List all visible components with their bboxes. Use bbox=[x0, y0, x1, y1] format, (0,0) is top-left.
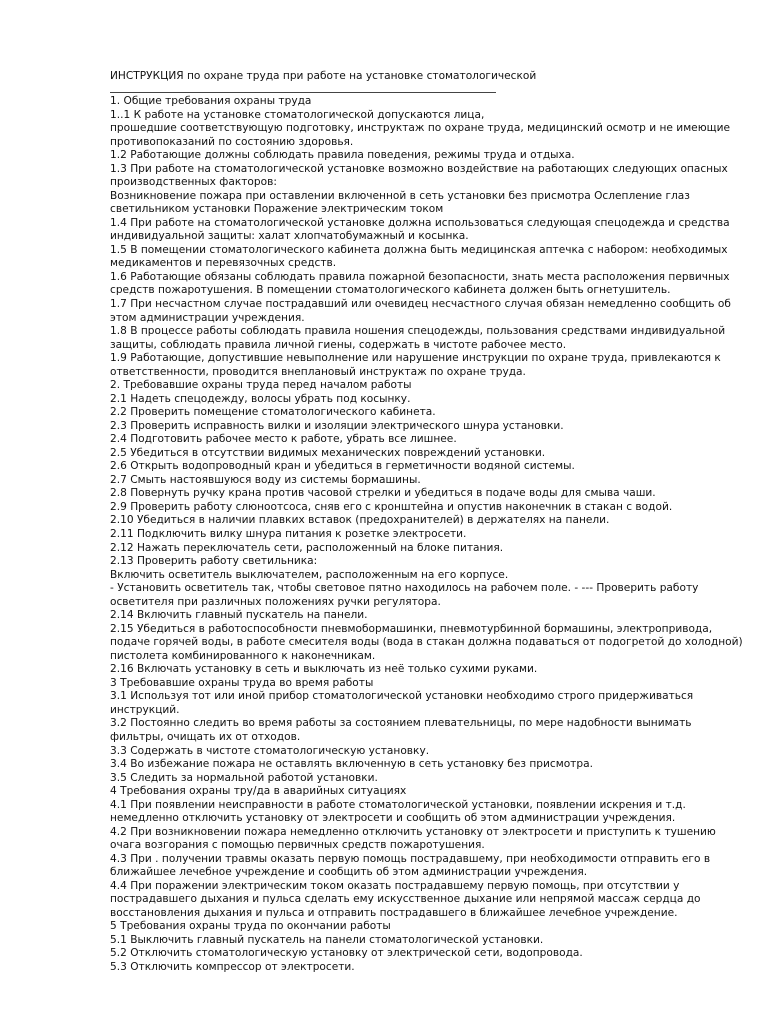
text-line: 2.2 Проверить помещение стоматологического кабинета. bbox=[110, 406, 436, 419]
text-line: 3.3 Содержать в чистоте стоматологическую установку. bbox=[110, 744, 430, 757]
text-line: 1.5 В помещении стоматологического кабинета должна быть медицинская аптечка с набором: необходимых bbox=[110, 243, 728, 256]
text-line: 4.3 При . получении травмы оказать первую помощь пострадавшему, при необходимости отправить его в bbox=[110, 852, 711, 865]
text-line: медикаментов и перевязочных средств. bbox=[110, 257, 337, 270]
text-line: 2.10 Убедиться в наличии плавких вставок (предохранителей) в держателях на панели. bbox=[110, 514, 610, 527]
text-line: - Установить осветитель так, чтобы световое пятно находилось на рабочем поле. - --- Проверить работу bbox=[110, 582, 699, 595]
text-line: осветителя при различных положениях ручки регулятора. bbox=[110, 595, 441, 608]
text-line: пистолета комбинированного к наконечникам. bbox=[110, 649, 376, 662]
document-body bbox=[110, 95, 743, 975]
title-underline bbox=[110, 92, 496, 93]
text-line: 4.4 При поражении электрическим током оказать пострадавшему первую помощь, при отсутствии у bbox=[110, 879, 680, 892]
text-line: 3 Требовавшие охраны труда во время работы bbox=[110, 676, 374, 689]
text-line: 1.6 Работающие обязаны соблюдать правила пожарной безопасности, знать места расположения первичных bbox=[110, 270, 730, 283]
text-line: 3.1 Используя тот или иной прибор стоматологической установки необходимо строго придерживаться bbox=[110, 690, 694, 703]
text-line: 5.1 Выключить главный пускатель на панели стоматологической установки. bbox=[110, 933, 544, 946]
text-line: 4.2 При возникновении пожара немедленно отключить установку от электросети и приступить к тушению bbox=[110, 825, 716, 838]
text-line: Возникновение пожара при оставлении включенной в сеть установки без присмотра Ослепление глаз bbox=[110, 189, 690, 202]
text-line: 2.14 Включить главный пускатель на панели. bbox=[110, 609, 368, 622]
text-line: светильником установки Поражение электрическим током bbox=[110, 203, 444, 216]
text-line: противопоказаний по состоянию здоровья. bbox=[110, 135, 354, 148]
text-line: 2.12 Нажать переключатель сети, расположенный на блоке питания. bbox=[110, 541, 504, 554]
text-line: 1.9 Работающие, допустившие невыполнение или нарушение инструкции по охране труда, привлекаются к bbox=[110, 352, 721, 365]
text-line: 2.13 Проверить работу светильника: bbox=[110, 555, 318, 568]
text-line: 2.1 Надеть спецодежду, волосы убрать под косынку. bbox=[110, 392, 411, 405]
text-line: 3.2 Постоянно следить во время работы за состоянием плевательницы, по мере надобности вынимать bbox=[110, 717, 692, 730]
text-line: 1.2 Работающие должны соблюдать правила поведения, режимы труда и отдыха. bbox=[110, 149, 575, 162]
text-line: 2.15 Убедиться в работоспособности пневмобормашинки, пневмотурбинной бормашины, электропривода, bbox=[110, 622, 713, 635]
text-line: очага возгорания с помощью первичных средств пожаротушения. bbox=[110, 839, 485, 852]
text-line: 2.8 Повернуть ручку крана против часовой стрелки и убедиться в подаче воды для смыва чаши. bbox=[110, 487, 656, 500]
text-line: восстановления дыхания и пульса и отправить пострадавшего в ближайшее лечебное учреждение. bbox=[110, 906, 678, 919]
text-line: 5 Требования охраны труда по окончании работы bbox=[110, 920, 391, 933]
text-line: 2.4 Подготовить рабочее место к работе, убрать все лишнее. bbox=[110, 433, 457, 446]
text-line: пострадавшего дыхания и пульса сделать ему искусственное дыхание или непрямой массаж сердца до bbox=[110, 893, 701, 906]
text-line: 1.8 В процессе работы соблюдать правила ношения спецодежды, пользования средствами индивидуальной bbox=[110, 325, 726, 338]
text-line: ближайшее лечебное учреждение и сообщить об этом администрации учреждения. bbox=[110, 866, 588, 879]
text-line: 2.11 Подключить вилку шнура питания к розетке электросети. bbox=[110, 528, 467, 540]
text-line: 2.16 Включать установку в сеть и выключать из неё только сухими руками. bbox=[110, 663, 538, 676]
text-line: 2.7 Смыть настоявшуюся воду из системы бормашины. bbox=[110, 473, 421, 486]
text-line: 2.3 Проверить исправность вилки и изоляции электрического шнура установки. bbox=[110, 419, 564, 432]
text-line: защиты, соблюдать правила личной гиены, содержать в чистоте рабочее место. bbox=[110, 338, 567, 351]
text-line: индивидуальной защиты: халат хлопчатобумажный и косынка. bbox=[110, 230, 469, 243]
text-line: ответственности, проводится внеплановый инструктаж по охране труда. bbox=[110, 365, 526, 378]
text-line: 4 Требования охраны тру/да в аварийных ситуациях bbox=[110, 785, 407, 798]
text-line: 5.3 Отключить компрессор от электросети. bbox=[110, 961, 355, 973]
text-line: фильтры, очищать их от отходов. bbox=[110, 730, 301, 743]
text-line: этом администрации учреждения. bbox=[110, 311, 305, 324]
text-line: немедленно отключить установку от электросети и сообщить об этом администрации учреждения. bbox=[110, 812, 676, 825]
text-line: инструкций. bbox=[110, 703, 180, 716]
text-line: подаче горячей воды, в работе смесителя воды (вода в стакан должна подаваться от подогретой до холодной) bbox=[110, 636, 743, 649]
text-line: 1. Общие требования охраны труда bbox=[110, 95, 312, 107]
text-line: 3.4 Во избежание пожара не оставлять включенную в сеть установку без присмотра. bbox=[110, 758, 593, 771]
document-title: ИНСТРУКЦИЯ по охране труда при работе на установке стоматологической bbox=[110, 70, 537, 82]
text-line: Включить осветитель выключателем, расположенным на его корпусе. bbox=[110, 568, 509, 581]
text-line: 2.6 Открыть водопроводный кран и убедиться в герметичности водяной системы. bbox=[110, 460, 575, 473]
text-line: 2. Требовавшие охраны труда перед началом работы bbox=[110, 379, 412, 392]
text-line: 1.3 При работе на стоматологической установке возможно воздействие на работающих следующих опасных bbox=[110, 162, 728, 175]
text-line: 1..1 К работе на установке стоматологической допускаются лица, bbox=[110, 108, 485, 121]
text-line: 2.9 Проверить работу слюноотсоса, сняв его с кронштейна и опустив наконечник в стакан с водой. bbox=[110, 500, 673, 513]
text-line: средств пожаротушения. В помещении стоматологического кабинета должен быть огнетушитель. bbox=[110, 284, 671, 297]
text-line: 3.5 Следить за нормальной работой установки. bbox=[110, 771, 378, 784]
text-line: прошедшие соответствующую подготовку, инструктаж по охране труда, медицинский осмотр и не имеющие bbox=[110, 122, 731, 135]
text-line: 2.5 Убедиться в отсутствии видимых механических повреждений установки. bbox=[110, 446, 546, 459]
text-line: 5.2 Отключить стоматологическую установку от электрической сети, водопровода. bbox=[110, 947, 583, 960]
text-line: производственных факторов: bbox=[110, 176, 277, 189]
text-line: 1.7 При несчастном случае пострадавший или очевидец несчастного случая обязан немедленно сообщить об bbox=[110, 297, 731, 310]
text-line: 4.1 При появлении неисправности в работе стоматологической установки, появлении искрения и т.д. bbox=[110, 798, 686, 811]
text-line: 1.4 При работе на стоматологической установке должна использоваться следующая спецодежда и средства bbox=[110, 216, 730, 229]
